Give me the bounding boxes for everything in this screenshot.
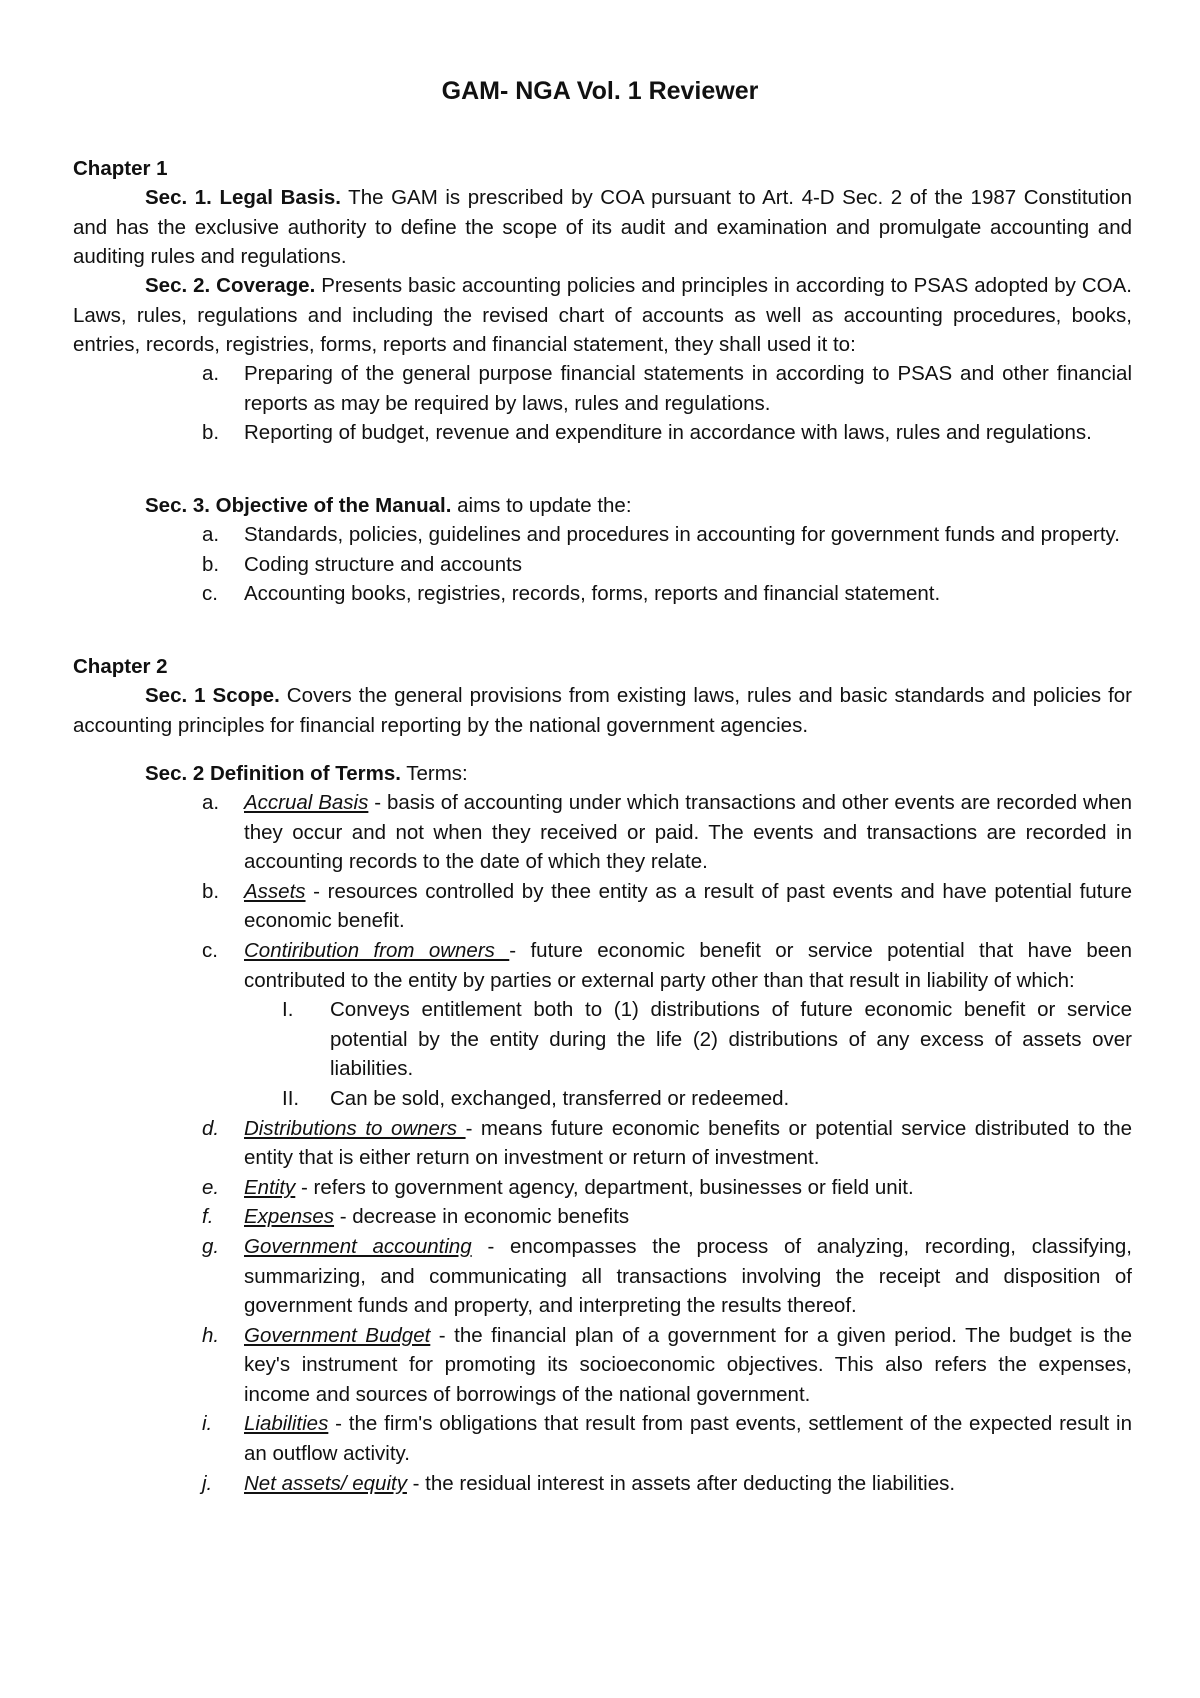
list-marker: j. bbox=[202, 1471, 213, 1495]
ch1-sec2-list bbox=[0, 359, 1200, 448]
list-marker: d. bbox=[202, 1116, 220, 1140]
definition-term: Expenses bbox=[244, 1205, 335, 1229]
definition-item bbox=[0, 1232, 1132, 1321]
list-marker: c. bbox=[202, 582, 218, 606]
definition-item bbox=[0, 1321, 1132, 1410]
definition-term: Government Budget bbox=[244, 1323, 431, 1347]
list-item-text: Coding structure and accounts bbox=[244, 552, 523, 576]
list-marker: c. bbox=[202, 938, 218, 962]
sub-item-text: Can be sold, exchanged, transferred or redeemed. bbox=[330, 1086, 790, 1110]
ch1-sec3-label: Sec. 3. Objective of the Manual. bbox=[145, 494, 452, 517]
ch2-sec1-label: Sec. 1 Scope. bbox=[145, 684, 280, 707]
definition-text: - resources controlled by thee entity as a result of past events and have potential future economic benefit. bbox=[244, 879, 1132, 933]
definition-term: Distributions to owners bbox=[244, 1116, 466, 1140]
list-item bbox=[0, 579, 1132, 609]
list-item bbox=[0, 418, 1132, 448]
list-marker: i. bbox=[202, 1412, 213, 1436]
list-item-text: Standards, policies, guidelines and procedures in accounting for government funds and property. bbox=[244, 523, 1120, 546]
sub-item-text: Conveys entitlement both to (1) distributions of future economic benefit or service potential by the entity during the life (2) distributions of any excess of assets over liabilities. bbox=[330, 998, 1132, 1081]
definitions-list bbox=[0, 788, 1200, 1498]
list-marker: f. bbox=[202, 1205, 214, 1229]
ch1-sec1-paragraph bbox=[73, 183, 1132, 272]
ch1-sec2-paragraph bbox=[73, 271, 1132, 360]
ch1-sec2-text: Presents basic accounting policies and principles in according to PSAS adopted by COA. Laws, rules, regulations and including the revised chart of accounts as well as accounting procedures, books, entries, records, registries, forms, reports and financial statement, they shall used it to: bbox=[73, 274, 1132, 357]
chapter-1-heading: Chapter 1 bbox=[73, 157, 168, 180]
list-marker: b. bbox=[202, 879, 220, 903]
list-marker: b. bbox=[202, 552, 220, 576]
ch2-sec2-label: Sec. 2 Definition of Terms. bbox=[145, 762, 401, 785]
definition-text: - encompasses the process of analyzing, recording, classifying, summarizing, and communicating all transactions involving the receipt and disposition of government funds and property, and interpreting the results thereof. bbox=[244, 1234, 1132, 1318]
ch1-sec2-label: Sec. 2. Coverage. bbox=[145, 274, 316, 297]
definition-text: - future economic benefit or service potential that have been contributed to the entity by parties or external party other than that result in liability of which: bbox=[244, 938, 1133, 992]
definition-term: Accrual Basis bbox=[244, 791, 369, 814]
sub-list-item bbox=[0, 995, 1132, 1084]
list-item bbox=[0, 359, 1132, 418]
ch2-sec2-paragraph bbox=[73, 759, 1132, 789]
list-marker: h. bbox=[202, 1323, 220, 1347]
chapter-2-heading: Chapter 2 bbox=[73, 655, 168, 678]
document-title: GAM- NGA Vol. 1 Reviewer bbox=[441, 77, 759, 105]
definition-item bbox=[0, 1409, 1132, 1468]
definition-item bbox=[0, 1202, 1132, 1232]
definition-term: Entity bbox=[244, 1175, 296, 1199]
list-item-text: Reporting of budget, revenue and expenditure in accordance with laws, rules and regulations. bbox=[244, 421, 1092, 445]
definition-text: - the firm's obligations that result from past events, settlement of the expected result in an outflow activity. bbox=[244, 1412, 1132, 1466]
ch1-sec3-list bbox=[0, 520, 1200, 609]
definition-text: - means future economic benefits or potential service distributed to the entity that is either return on investment or return of investment. bbox=[244, 1116, 1132, 1170]
definition-text: - the financial plan of a government for a given period. The budget is the key's instrument for promoting its socioeconomic objectives. This also refers the expenses, income and sources of borrowings of the national government. bbox=[244, 1323, 1132, 1406]
definition-item bbox=[0, 1114, 1132, 1173]
list-marker: e. bbox=[202, 1175, 220, 1199]
list-item bbox=[0, 520, 1132, 550]
definition-text: - the residual interest in assets after deducting the liabilities. bbox=[406, 1471, 956, 1495]
definition-item bbox=[0, 877, 1132, 936]
list-marker: g. bbox=[202, 1234, 220, 1258]
definition-term: Government accounting bbox=[244, 1234, 472, 1258]
ch2-sec1-text: Covers the general provisions from existing laws, rules and basic standards and policies for accounting principles for financial reporting by the national government agencies. bbox=[73, 684, 1132, 737]
definition-item bbox=[0, 936, 1132, 995]
list-marker: b. bbox=[202, 421, 220, 445]
definition-text: - basis of accounting under which transactions and other events are recorded when they occur and not when they received or paid. The events and transactions are recorded in accounting records to the date of which they relate. bbox=[244, 791, 1132, 874]
list-item-text: Accounting books, registries, records, forms, reports and financial statement. bbox=[244, 582, 941, 606]
list-marker: a. bbox=[202, 362, 220, 385]
definition-text: - decrease in economic benefits bbox=[334, 1205, 630, 1229]
definition-item bbox=[0, 1469, 1132, 1499]
sub-list-item bbox=[0, 1084, 1132, 1114]
definition-term: Liabilities bbox=[244, 1412, 329, 1436]
definition-item bbox=[0, 1173, 1132, 1203]
list-item bbox=[0, 550, 1132, 580]
definition-item bbox=[0, 788, 1132, 877]
ch2-sec1-paragraph bbox=[73, 681, 1132, 740]
list-marker: I. bbox=[282, 998, 294, 1022]
ch1-sec1-label: Sec. 1. Legal Basis. bbox=[145, 186, 341, 209]
list-marker: II. bbox=[282, 1086, 300, 1110]
definition-term: Assets bbox=[244, 879, 306, 903]
list-marker: a. bbox=[202, 791, 220, 814]
definition-text: - refers to government agency, department, businesses or field unit. bbox=[295, 1175, 914, 1199]
definition-term: Net assets/ equity bbox=[244, 1471, 407, 1495]
ch1-sec3-paragraph bbox=[73, 491, 1132, 521]
definition-term: Contiribution from owners bbox=[244, 938, 510, 962]
ch1-sec1-text: The GAM is prescribed by COA pursuant to Art. 4-D Sec. 2 of the 1987 Constitution and has the exclusive authority to define the scope of its audit and examination and promulgate accounting and auditing rules and regulations. bbox=[73, 186, 1132, 269]
ch2-sec2-text: Terms: bbox=[400, 762, 468, 785]
ch1-sec3-text: aims to update the: bbox=[451, 494, 632, 517]
list-item-text: Preparing of the general purpose financial statements in according to PSAS and other financial reports as may be required by laws, rules and regulations. bbox=[244, 362, 1132, 415]
list-marker: a. bbox=[202, 523, 220, 546]
